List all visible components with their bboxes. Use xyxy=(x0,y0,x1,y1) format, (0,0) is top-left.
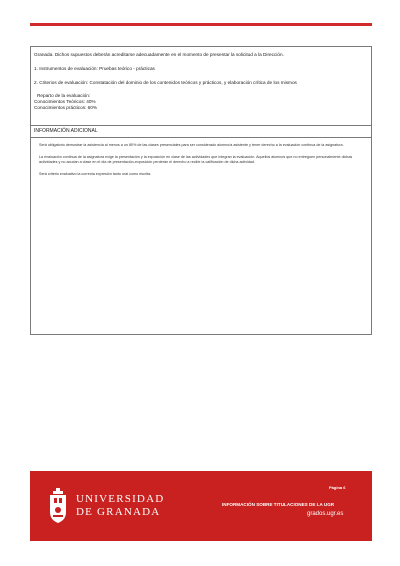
text-evaluation-criteria: 2. Criterios de evaluación: Constatación del dominio de los contenidos teóricos y prácticos, y elaboración crítica de los mismos xyxy=(34,79,297,85)
university-crest-icon xyxy=(48,488,68,524)
grados-link[interactable]: grados.ugr.es xyxy=(307,511,344,517)
evaluation-table xyxy=(30,46,372,335)
university-name-line2: DE GRANADA xyxy=(76,506,161,518)
text-granada-requirement: Granada. Dichos supuestos deberán acreditarse adecuadamente en el momento de presentar la solicitud a la Dirección. xyxy=(34,52,284,57)
text-expression-criterion: Será criterio evaluativo la correcta expresión tanto oral como escrita. xyxy=(39,172,152,176)
text-practice-weight: Conocimientos prácticos: 60% xyxy=(34,104,98,110)
text-grading-breakdown-label: Reparto de la evaluación: xyxy=(37,93,91,99)
evaluation-cell xyxy=(31,47,371,126)
text-attendance-requirement: Será obligatorio demostrar la asistencia al menos a un 80% de las clases presenciales para ser considerado alumno/a asistente y tener derecho a la evaluación continua de la asignatura. xyxy=(39,143,344,147)
additional-info-cell xyxy=(31,138,371,334)
university-name-line1: UNIVERSIDAD xyxy=(76,493,165,505)
page-number: Página 6 xyxy=(329,485,346,490)
header-rule xyxy=(30,23,372,26)
text-theory-weight: Conocimientos Teóricos: 40% xyxy=(34,99,96,105)
footer-banner xyxy=(30,471,372,541)
text-continuous-evaluation: La evaluación continua de la asignatura exige la presentación y la exposición en clase de las actividades que integran la evaluación. Aquellos alumnos que no entreguen personalmente dichas actividades y no acudan a clase en el día de presentación-exposición perderán el derecho a recibir la calificación de dicha actividad. xyxy=(39,155,353,164)
text-evaluation-instruments: 1. Instrumentos de evaluación: Pruebas teórico - prácticas xyxy=(34,65,155,71)
footer-info-title: INFORMACIÓN SOBRE TITULACIONES DE LA UGR xyxy=(222,502,335,507)
university-name xyxy=(76,493,164,519)
section-heading-additional-info: INFORMACIÓN ADICIONAL xyxy=(31,126,371,138)
